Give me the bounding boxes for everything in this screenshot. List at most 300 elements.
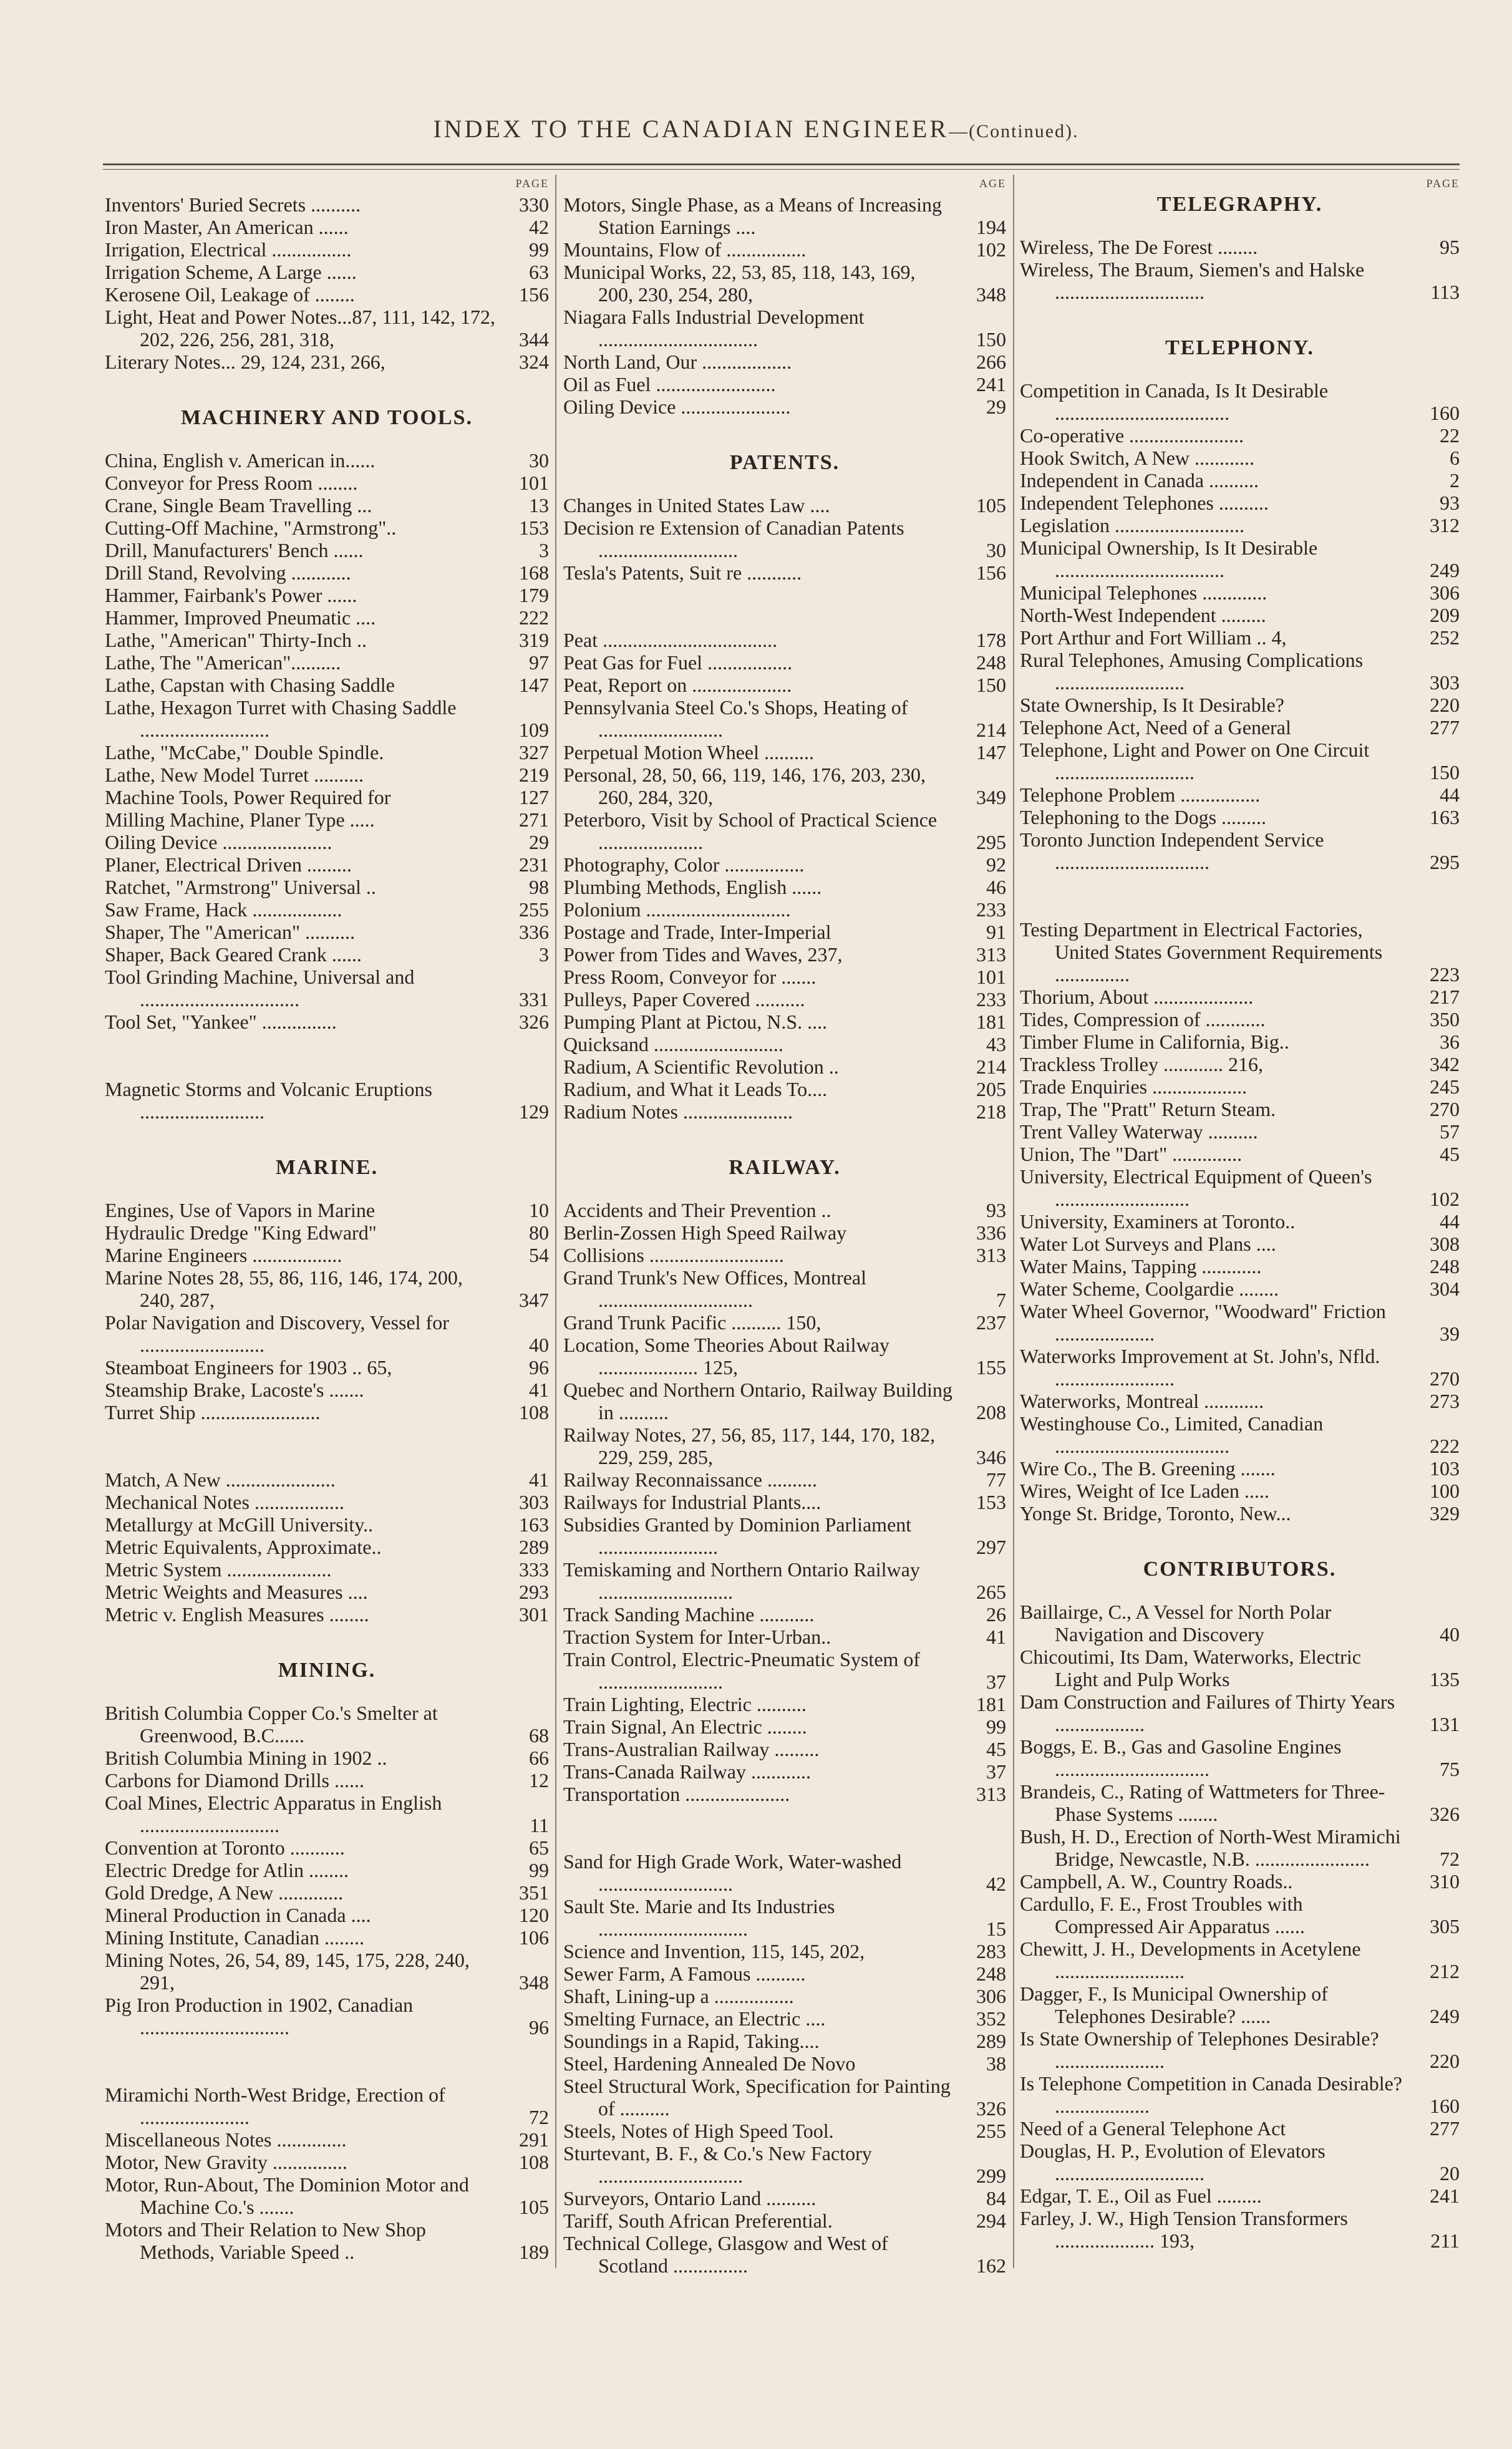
column-divider (1013, 175, 1014, 2268)
entry-page: 10 (529, 1199, 549, 1221)
index-entry (105, 1311, 549, 1356)
header-continued: —(Continued). (949, 121, 1079, 142)
entry-page: 277 (1430, 2117, 1460, 2140)
entry-title: British Columbia Copper Co.'s Smelter at Greenwood, B.C...... (105, 1702, 438, 1747)
entry-page: 222 (1430, 1435, 1460, 1457)
index-entry (105, 216, 549, 238)
entry-title: Telephone Problem ................ (1020, 783, 1261, 806)
entry-title: Motor, New Gravity ............... (105, 2151, 347, 2173)
entry-title: Quebec and Northern Ontario, Railway Building in .......... (563, 1379, 952, 1423)
entry-page: 297 (976, 1536, 1006, 1558)
index-entry (1020, 1937, 1460, 1982)
entry-page: 350 (1430, 1008, 1460, 1031)
index-entry (1020, 1143, 1460, 1165)
index-entry (1020, 492, 1460, 514)
entry-page: 310 (1430, 1870, 1460, 1893)
entry-page: 150 (1430, 761, 1460, 783)
index-entry (563, 1715, 1006, 1738)
entry-title: Telephone, Light and Power on One Circuit ............................ (1020, 739, 1370, 783)
index-entry (563, 2209, 1006, 2232)
entry-title: Need of a General Telephone Act (1020, 2117, 1286, 2140)
index-entry (1020, 469, 1460, 492)
index-entry (1020, 1210, 1460, 1233)
index-entry (105, 306, 549, 351)
entry-page: 295 (976, 831, 1006, 853)
entry-title: Smelting Furnace, an Electric .... (563, 2007, 826, 2030)
entry-page: 351 (519, 1881, 549, 1904)
entry-page: 99 (529, 238, 549, 261)
entry-page: 109 (519, 719, 549, 741)
entry-title: Chicoutimi, Its Dam, Waterworks, Electric Light and Pulp Works (1020, 1646, 1361, 1690)
index-entry (563, 1311, 1006, 1334)
entry-page: 63 (529, 261, 549, 283)
entry-title: Oil as Fuel ........................ (563, 373, 776, 395)
entry-page: 95 (1440, 236, 1460, 258)
index-entry (105, 1747, 549, 1769)
entry-page: 127 (519, 786, 549, 808)
entry-page: 304 (1430, 1278, 1460, 1300)
entry-page: 96 (529, 1356, 549, 1379)
entry-page: 41 (529, 1468, 549, 1491)
entry-page: 102 (976, 238, 1006, 261)
entry-page: 233 (976, 988, 1006, 1011)
entry-title: Steels, Notes of High Speed Tool. (563, 2120, 834, 2142)
entry-title: Motors, Single Phase, as a Means of Increasing Station Earnings .... (563, 193, 942, 238)
entry-page: 209 (1430, 604, 1460, 626)
entry-title: Steamship Brake, Lacoste's ....... (105, 1379, 364, 1401)
entry-page: 54 (529, 1244, 549, 1266)
index-entry (105, 808, 549, 831)
entry-title: Farley, J. W., High Tension Transformers .................... 193, (1020, 2207, 1348, 2252)
entry-title: Trade Enquiries ................... (1020, 1075, 1248, 1098)
section-heading: PATENTS. (729, 451, 840, 474)
index-entry (105, 1221, 549, 1244)
entry-page: 41 (529, 1379, 549, 1401)
index-entry (563, 2075, 1006, 2120)
index-entry (105, 898, 549, 921)
entry-page: 22 (1440, 424, 1460, 447)
entry-page: 237 (976, 1311, 1006, 1334)
entry-title: Temiskaming and Northern Ontario Railway ........................... (563, 1558, 920, 1603)
entry-page: 218 (976, 1100, 1006, 1123)
index-entry (563, 943, 1006, 966)
section-heading: TELEGRAPHY. (1156, 193, 1323, 216)
index-entry (1020, 2027, 1460, 2072)
entry-page: 108 (519, 1401, 549, 1423)
index-entry (105, 853, 549, 876)
entry-title: Track Sanding Machine ........... (563, 1603, 815, 1626)
entry-page: 37 (986, 1671, 1006, 1693)
entry-title: Union, The "Dart" .............. (1020, 1143, 1243, 1165)
index-entry (1020, 581, 1460, 604)
index-entry (563, 966, 1006, 988)
entry-title: Tariff, South African Preferential. (563, 2209, 833, 2232)
entry-title: Hammer, Improved Pneumatic .... (105, 606, 376, 629)
entry-page: 37 (986, 1760, 1006, 1783)
entry-page: 41 (986, 1626, 1006, 1648)
entry-page: 313 (976, 1783, 1006, 1805)
entry-title: Metric System ..................... (105, 1558, 332, 1581)
entry-title: Steamboat Engineers for 1903 .. 65, (105, 1356, 392, 1379)
index-entry (105, 1401, 549, 1423)
entry-title: Tool Set, "Yankee" ............... (105, 1011, 337, 1033)
index-entry (563, 1693, 1006, 1715)
entry-page: 101 (519, 472, 549, 494)
entry-title: Metric Equivalents, Approximate.. (105, 1536, 382, 1558)
entry-title: Mining Institute, Canadian ........ (105, 1926, 364, 1949)
index-entry (105, 283, 549, 306)
index-entry (563, 516, 1006, 561)
section-gap (105, 1423, 549, 1468)
index-entry (105, 1581, 549, 1603)
entry-page: 178 (976, 629, 1006, 651)
entry-title: Municipal Works, 22, 53, 85, 118, 143, 169, 200, 230, 254, 280, (563, 261, 916, 306)
section-gap (105, 2039, 549, 2083)
entry-title: Power from Tides and Waves, 237, (563, 943, 843, 966)
entry-page: 77 (986, 1468, 1006, 1491)
entry-title: Pig Iron Production in 1902, Canadian .............................. (105, 1994, 414, 2039)
index-entry (105, 1603, 549, 1626)
entry-title: Train Control, Electric-Pneumatic System of ......................... (563, 1648, 921, 1693)
entry-title: Is Telephone Competition in Canada Desirable? ................... (1020, 2072, 1402, 2117)
entry-page: 68 (529, 1724, 549, 1747)
entry-title: Dam Construction and Failures of Thirty Years .................. (1020, 1690, 1395, 1735)
entry-title: Peterboro, Visit by School of Practical Science ..................... (563, 808, 938, 853)
entry-page: 101 (976, 966, 1006, 988)
entry-page: 303 (1430, 671, 1460, 694)
index-entry (105, 1491, 549, 1513)
index-entry (563, 2007, 1006, 2030)
index-entry (1020, 1345, 1460, 1390)
entry-page: 40 (529, 1334, 549, 1356)
index-entry (1020, 258, 1460, 303)
entry-title: Dagger, F., Is Municipal Ownership of Telephones Desirable? ...... (1020, 1982, 1328, 2027)
index-entry (105, 1078, 549, 1123)
entry-page: 324 (519, 351, 549, 373)
entry-page: 220 (1430, 694, 1460, 716)
index-entry (105, 876, 549, 898)
entry-page: 326 (519, 1011, 549, 1033)
entry-page: 93 (986, 1199, 1006, 1221)
entry-title: University, Electrical Equipment of Queen's ........................... (1020, 1165, 1372, 1210)
index-entry (1020, 1165, 1460, 1210)
index-entry (563, 561, 1006, 584)
entry-title: Plumbing Methods, English ...... (563, 876, 822, 898)
entry-title: Edgar, T. E., Oil as Fuel ......... (1020, 2185, 1262, 2207)
entry-page: 105 (976, 494, 1006, 516)
index-entry (105, 651, 549, 674)
entry-title: Wire Co., The B. Greening ....... (1020, 1457, 1276, 1480)
entry-page: 162 (976, 2254, 1006, 2277)
index-entry (563, 2052, 1006, 2075)
entry-page: 233 (976, 898, 1006, 921)
section-gap (563, 1805, 1006, 1850)
entry-title: Timber Flume in California, Big.. (1020, 1031, 1289, 1053)
index-entry (1020, 1412, 1460, 1457)
entry-page: 96 (529, 2016, 549, 2039)
entry-title: Trent Valley Waterway .......... (1020, 1120, 1258, 1143)
entry-title: Decision re Extension of Canadian Patents ............................ (563, 516, 904, 561)
entry-title: Westinghouse Co., Limited, Canadian ................................... (1020, 1412, 1324, 1457)
entry-page: 30 (529, 449, 549, 472)
entry-page: 44 (1440, 783, 1460, 806)
entry-title: Trackless Trolley ............ 216, (1020, 1053, 1263, 1075)
entry-title: Brandeis, C., Rating of Wattmeters for Three-Phase Systems ........ (1020, 1780, 1385, 1825)
entry-page: 66 (529, 1747, 549, 1769)
index-entry (563, 2030, 1006, 2052)
entry-title: Telephone Act, Need of a General (1020, 716, 1291, 739)
entry-title: Railway Notes, 27, 56, 85, 117, 144, 170, 182, 229, 259, 285, (563, 1423, 936, 1468)
index-entry (105, 1859, 549, 1881)
entry-title: Milling Machine, Planer Type ..... (105, 808, 375, 831)
entry-page: 277 (1430, 716, 1460, 739)
index-entry (105, 1904, 549, 1926)
entry-page: 305 (1430, 1915, 1460, 1937)
index-column-3 (1020, 172, 1460, 2252)
entry-title: Conveyor for Press Room ........ (105, 472, 358, 494)
entry-page: 2 (1450, 469, 1460, 492)
index-entry (105, 584, 549, 606)
entry-title: Motors and Their Relation to New Shop Methods, Variable Speed .. (105, 2218, 426, 2263)
entry-title: Independent Telephones .......... (1020, 492, 1269, 514)
entry-page: 45 (986, 1738, 1006, 1760)
entry-page: 326 (1430, 1803, 1460, 1825)
index-entry (563, 238, 1006, 261)
entry-title: Train Lighting, Electric .......... (563, 1693, 807, 1715)
entry-page: 129 (519, 1100, 549, 1123)
index-entry (1020, 1053, 1460, 1075)
index-entry (1020, 2140, 1460, 2185)
index-entry (563, 1423, 1006, 1468)
entry-title: Motor, Run-About, The Dominion Motor and Machine Co.'s ....... (105, 2173, 469, 2218)
entry-title: Grand Trunk Pacific .......... 150, (563, 1311, 821, 1334)
index-entry (105, 1513, 549, 1536)
entry-title: Peat ................................... (563, 629, 778, 651)
index-entry (105, 449, 549, 472)
entry-page: 20 (1440, 2162, 1460, 2185)
index-entry (563, 1379, 1006, 1423)
entry-page: 336 (519, 921, 549, 943)
entry-page: 331 (519, 988, 549, 1011)
entry-title: Hydraulic Dredge "King Edward" (105, 1221, 377, 1244)
index-entry (563, 741, 1006, 764)
entry-title: Marine Notes 28, 55, 86, 116, 146, 174, 200, 240, 287, (105, 1266, 463, 1311)
entry-title: Peat, Report on .................... (563, 674, 792, 696)
entry-page: 46 (986, 876, 1006, 898)
entry-page: 3 (539, 943, 549, 966)
entry-title: Berlin-Zossen High Speed Railway (563, 1221, 847, 1244)
index-entry (1020, 1233, 1460, 1255)
index-entry (1020, 1008, 1460, 1031)
entry-page: 100 (1430, 1480, 1460, 1502)
entry-page: 313 (976, 1244, 1006, 1266)
entry-page: 308 (1430, 1233, 1460, 1255)
index-entry (1020, 716, 1460, 739)
index-entry (563, 1011, 1006, 1033)
entry-title: Oiling Device ...................... (105, 831, 332, 853)
entry-title: Wireless, The De Forest ........ (1020, 236, 1258, 258)
entry-page: 38 (986, 2052, 1006, 2075)
entry-title: Water Scheme, Coolgardie ........ (1020, 1278, 1279, 1300)
index-entry (105, 674, 549, 696)
entry-title: Competition in Canada, Is It Desirable ................................... (1020, 379, 1329, 424)
entry-title: Municipal Telephones ............. (1020, 581, 1267, 604)
entry-title: Personal, 28, 50, 66, 119, 146, 176, 203, 230, 260, 284, 320, (563, 764, 926, 808)
index-entry (105, 1468, 549, 1491)
entry-page: 347 (519, 1289, 549, 1311)
entry-title: Cardullo, F. E., Frost Troubles with Compressed Air Apparatus ...... (1020, 1893, 1305, 1937)
entry-page: 6 (1450, 447, 1460, 469)
index-entry (563, 1513, 1006, 1558)
entry-page: 248 (976, 651, 1006, 674)
index-entry (105, 786, 549, 808)
index-entry (1020, 739, 1460, 783)
entry-title: Peat Gas for Fuel ................. (563, 651, 793, 674)
index-column-1 (105, 172, 549, 2263)
entry-page: 211 (1430, 2229, 1460, 2252)
entry-title: Shaft, Lining-up a ................ (563, 1985, 794, 2007)
entry-title: Shaper, The "American" .......... (105, 921, 356, 943)
entry-title: Baillairge, C., A Vessel for North Polar Navigation and Discovery (1020, 1601, 1332, 1646)
entry-page: 283 (976, 1940, 1006, 1962)
entry-title: Independent in Canada .......... (1020, 469, 1259, 492)
entry-title: Sault Ste. Marie and Its Industries .............................. (563, 1895, 835, 1940)
entry-page: 255 (976, 2120, 1006, 2142)
entry-title: Bush, H. D., Erection of North-West Miramichi Bridge, Newcastle, N.B. ....................... (1020, 1825, 1401, 1870)
entry-page: 189 (519, 2241, 549, 2263)
entry-title: Testing Department in Electrical Factories, United States Government Requirements ............... (1020, 918, 1383, 986)
index-entry (1020, 694, 1460, 716)
entry-page: 241 (1430, 2185, 1460, 2207)
entry-page: 352 (976, 2007, 1006, 2030)
index-entry (563, 853, 1006, 876)
entry-page: 108 (519, 2151, 549, 2173)
entry-page: 329 (1430, 1502, 1460, 1525)
entry-page: 105 (519, 2196, 549, 2218)
index-entry (105, 539, 549, 561)
entry-title: Subsidies Granted by Dominion Parliament ........................ (563, 1513, 912, 1558)
entry-page: 219 (519, 764, 549, 786)
entry-title: Electric Dredge for Atlin ........ (105, 1859, 349, 1881)
index-column-2 (563, 172, 1006, 2277)
entry-page: 155 (976, 1356, 1006, 1379)
entry-page: 312 (1430, 514, 1460, 536)
entry-title: Polar Navigation and Discovery, Vessel for ......................... (105, 1311, 449, 1356)
index-entry (563, 2120, 1006, 2142)
index-entry (563, 1100, 1006, 1123)
index-entry (105, 516, 549, 539)
index-entry (1020, 626, 1460, 649)
entry-page: 333 (519, 1558, 549, 1581)
index-entry (563, 1491, 1006, 1513)
entry-title: Mountains, Flow of ................ (563, 238, 807, 261)
entry-page: 270 (1430, 1098, 1460, 1120)
header-rule-thin (103, 169, 1460, 170)
section-gap (1020, 873, 1460, 918)
entry-title: Pumping Plant at Pictou, N.S. .... (563, 1011, 828, 1033)
entry-page: 160 (1430, 2095, 1460, 2117)
entry-title: Drill, Manufacturers' Bench ...... (105, 539, 364, 561)
index-entry (105, 1266, 549, 1311)
index-entry (563, 2142, 1006, 2187)
entry-page: 327 (519, 741, 549, 764)
index-entry (563, 674, 1006, 696)
index-entry (563, 1266, 1006, 1311)
index-entry (1020, 986, 1460, 1008)
entry-page: 208 (976, 1401, 1006, 1423)
entry-title: Mineral Production in Canada .... (105, 1904, 371, 1926)
entry-title: Convention at Toronto ........... (105, 1836, 345, 1859)
entry-title: Steel Structural Work, Specification for Painting of .......... (563, 2075, 951, 2120)
entry-title: Collisions ........................... (563, 1244, 784, 1266)
entry-title: Planer, Electrical Driven ......... (105, 853, 352, 876)
entry-page: 106 (519, 1926, 549, 1949)
entry-page: 181 (976, 1693, 1006, 1715)
entry-title: Rural Telephones, Amusing Complications .......................... (1020, 649, 1364, 694)
index-entry (1020, 918, 1460, 986)
entry-title: Engines, Use of Vapors in Marine (105, 1199, 376, 1221)
entry-page: 150 (976, 328, 1006, 351)
header-rule (103, 163, 1460, 165)
entry-title: Lathe, Capstan with Chasing Saddle (105, 674, 395, 696)
entry-title: Metric Weights and Measures .... (105, 1581, 368, 1603)
index-entry (563, 808, 1006, 853)
entry-page: 220 (1430, 2050, 1460, 2072)
entry-page: 252 (1430, 626, 1460, 649)
index-entry (1020, 2072, 1460, 2117)
entry-title: Sturtevant, B. F., & Co.'s New Factory ............................. (563, 2142, 872, 2187)
index-entry (1020, 379, 1460, 424)
entry-title: Train Signal, An Electric ........ (563, 1715, 807, 1738)
index-entry (563, 193, 1006, 238)
entry-title: Transportation ..................... (563, 1783, 790, 1805)
entry-title: Perpetual Motion Wheel .......... (563, 741, 814, 764)
entry-page: 348 (519, 1971, 549, 1994)
entry-title: Wireless, The Braum, Siemen's and Halske .............................. (1020, 258, 1365, 303)
index-entry (563, 1962, 1006, 1985)
entry-page: 156 (519, 283, 549, 306)
entry-title: Inventors' Buried Secrets .......... (105, 193, 361, 216)
entry-page: 29 (986, 395, 1006, 418)
entry-title: Pennsylvania Steel Co.'s Shops, Heating of ......................... (563, 696, 908, 741)
entry-page: 248 (976, 1962, 1006, 1985)
entry-title: Railways for Industrial Plants.... (563, 1491, 821, 1513)
index-entry (105, 1244, 549, 1266)
entry-title: State Ownership, Is It Desirable? (1020, 694, 1284, 716)
entry-page: 65 (529, 1836, 549, 1859)
section-heading: CONTRIBUTORS. (1143, 1558, 1337, 1581)
index-entry (1020, 1502, 1460, 1525)
index-entry (563, 629, 1006, 651)
index-entry (105, 2151, 549, 2173)
entry-title: Magnetic Storms and Volcanic Eruptions ......................... (105, 1078, 432, 1123)
entry-title: Trans-Australian Railway ......... (563, 1738, 820, 1760)
index-entry (563, 921, 1006, 943)
entry-page: 13 (529, 494, 549, 516)
index-entry (105, 2173, 549, 2218)
entry-page: 72 (529, 2106, 549, 2128)
index-entry (563, 1760, 1006, 1783)
entry-page: 319 (519, 629, 549, 651)
entry-title: Changes in United States Law .... (563, 494, 830, 516)
entry-title: Lathe, "McCabe," Double Spindle. (105, 741, 384, 764)
entry-page: 42 (986, 1873, 1006, 1895)
entry-page: 156 (976, 561, 1006, 584)
entry-page: 294 (976, 2209, 1006, 2232)
entry-page: 342 (1430, 1053, 1460, 1075)
entry-page: 231 (519, 853, 549, 876)
index-entry (563, 1626, 1006, 1648)
